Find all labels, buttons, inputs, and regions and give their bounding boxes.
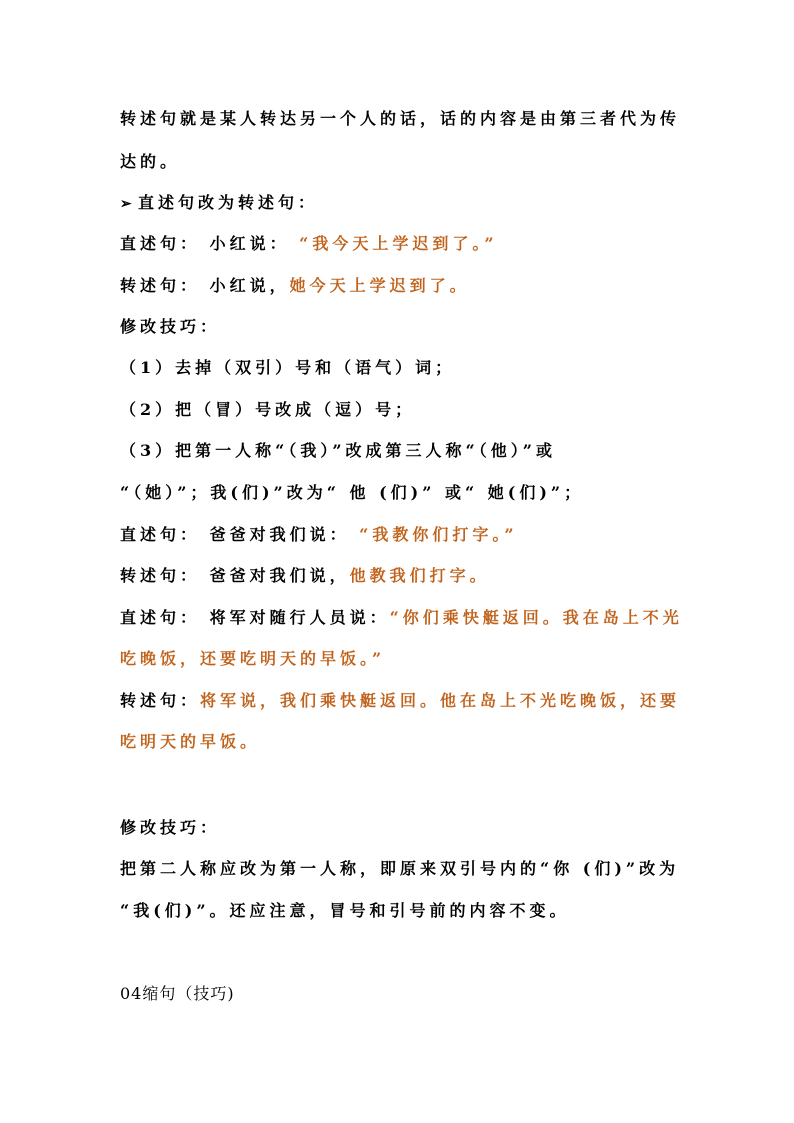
tip-2-text: （2）把（冒）号改成（逗）号； [120, 400, 416, 419]
tip-3-continued [120, 482, 584, 504]
example-3-direct-quote-1: “你们乘快艇返回。我在岛上不光 [389, 608, 683, 627]
tips-label-2-text: 修改技巧： [120, 818, 221, 837]
example-3-direct-continued [120, 648, 385, 670]
example-3-indirect-continued [120, 731, 260, 753]
example-2-direct-prefix: 直述句： 爸爸对我们说： [120, 525, 360, 544]
intro-line-1 [120, 108, 680, 130]
intro-line-2 [120, 151, 180, 173]
tip-2 [120, 399, 415, 421]
example-2-direct [120, 524, 518, 546]
example-3-indirect-text-1: 将军说，我们乘快艇返回。他在岛上不光吃晚饭，还要 [200, 691, 681, 710]
tip-4 [120, 858, 679, 880]
example-3-direct-prefix: 直述句： 将军对随行人员说： [120, 608, 390, 627]
example-3-direct-quote-2: 吃晚饭，还要吃明天的早饭。” [120, 649, 386, 668]
arrow-bullet-icon: ➢ [120, 196, 136, 212]
tip-3b-text: “（她）”；我(们)”改为“ 他 (们)” 或“ 她(们)”； [120, 483, 585, 502]
intro-text-2: 达的。 [120, 152, 181, 171]
example-2-indirect [120, 565, 490, 587]
example-3-indirect-prefix: 转述句： [120, 691, 201, 710]
example-3-indirect [120, 690, 680, 712]
example-1-indirect-prefix: 转述句： 小红说， [120, 276, 290, 295]
example-1-indirect [120, 275, 470, 297]
example-2-indirect-text: 他教我们打字。 [349, 566, 490, 585]
example-1-direct-prefix: 直述句： 小红说： [120, 234, 300, 253]
convert-heading-text: 直述句改为转述句： [138, 193, 319, 212]
example-3-direct [120, 607, 683, 629]
convert-heading [120, 192, 318, 215]
example-1-direct [120, 233, 498, 255]
section-04-text: 04缩句（技巧) [120, 984, 235, 1003]
intro-text-1: 转述句就是某人转达另一个人的话，话的内容是由第三者代为传 [120, 109, 681, 128]
tip-4a-text: 把第二人称应改为第一人称，即原来双引号内的“你 (们)”改为 [120, 859, 680, 878]
tip-4-continued [120, 900, 570, 922]
tips-label-2 [120, 817, 220, 839]
tip-1-text: （1）去掉（双引）号和（语气）词； [120, 358, 456, 377]
example-1-direct-quote: “我今天上学迟到了。” [299, 234, 498, 253]
example-3-indirect-text-2: 吃明天的早饭。 [120, 732, 261, 751]
tip-3-text: （3）把第一人称“（我）”改成第三人称“（他）”或 [120, 441, 556, 460]
tips-label-1 [120, 316, 220, 338]
example-1-indirect-text: 她今天上学迟到了。 [289, 276, 470, 295]
section-04-heading [120, 983, 235, 1005]
example-2-direct-quote: “我教你们打字。” [359, 525, 518, 544]
tip-3 [120, 440, 556, 462]
tips-label-1-text: 修改技巧： [120, 317, 221, 336]
example-2-indirect-prefix: 转述句： 爸爸对我们说， [120, 566, 350, 585]
tip-4b-text: “我(们)”。还应注意，冒号和引号前的内容不变。 [120, 901, 570, 920]
tip-1 [120, 357, 455, 379]
